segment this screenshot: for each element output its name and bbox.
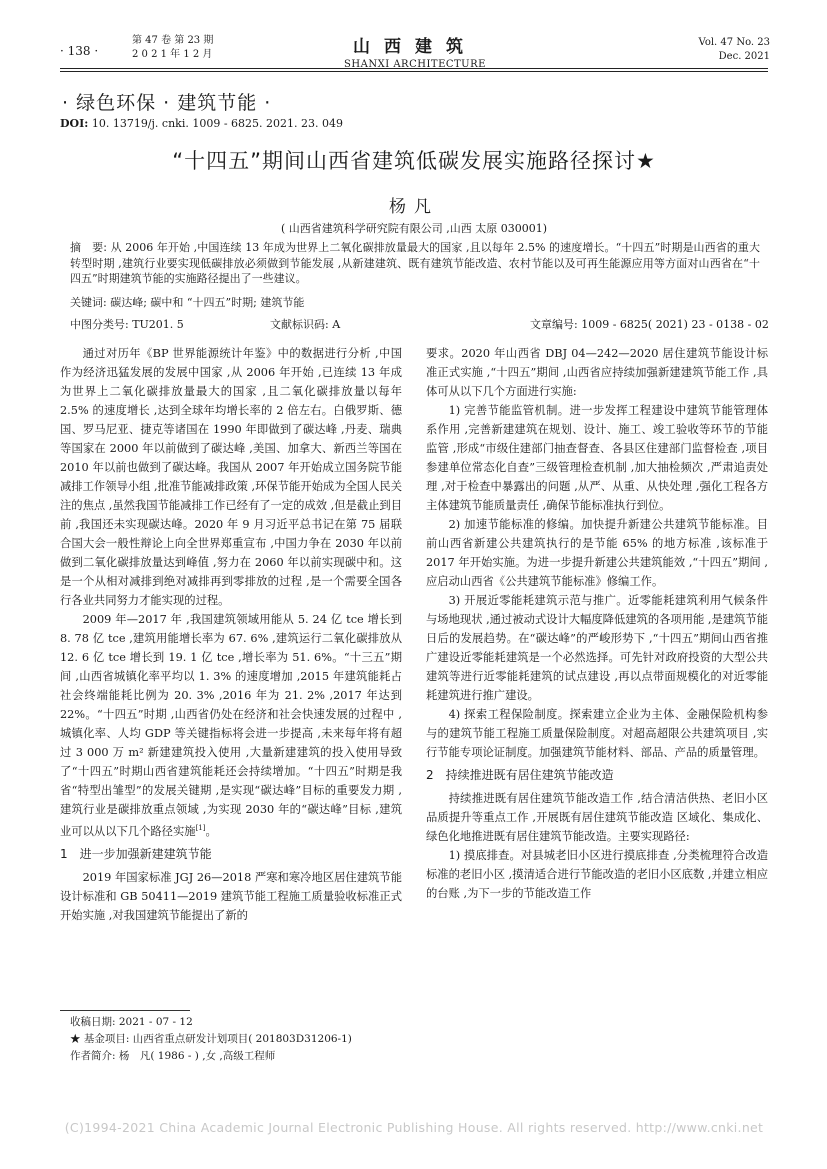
footnotes [70,1014,470,1065]
article-number: 文章编号: 1009 - 6825( 2021) 23 - 0138 - 02 [530,318,769,331]
footnote-rule [60,1010,190,1011]
class-number: 中图分类号: TU201. 5 [70,318,184,331]
journal-name-cn: 山西建筑 [353,37,477,57]
keywords-text: 碳达峰; 碳中和 “十四五”时期; 建筑节能 [110,296,305,309]
paragraph: 2019 年国家标准 JGJ 26—2018 严寒和寒冷地区居住建筑节能设计标准和 GB 50411—2019 建筑节能工程施工质量验收标准正式开始实施 ,对我国建筑节能提出了新的 [60,870,402,922]
doi-value[interactable]: 10. 13719/j. cnki. 1009 - 6825. 2021. 23. 049 [91,117,344,130]
abstract-text: 从 2006 年开始 ,中国连续 13 年成为世界上二氧化碳排放量最大的国家 ,且以每年 2.5% 的速度增长。“十四五”时期是山西省的重大转型时期 ,建筑行业要实现低碳排放必须做到节能发展 ,从新建建筑、既有建筑节能改造、农村节能以及可再生能源应用等方面对山西省在“十四五”时期建筑节能的实施路径提出了一些建议。 [70,241,760,285]
body-column-right [426,344,768,903]
paragraph: 持续推进既有居住建筑节能改造工作 ,结合清洁供热、老旧小区品质提升等重点工作 ,开展既有居住建筑节能改造 区域化、集成化、绿色化地推进既有居住建筑节能改造。主要实现路径: [426,792,768,843]
list-item: 1) 摸底排查。对县城老旧小区进行摸底排查 ,分类梳理符合改造标准的老旧小区 ,摸清适合进行节能改造的老旧小区底数 ,并建立相应的台账 ,为下一步的节能改造工作 [426,849,768,900]
copyright-watermark: (C)1994-2021 China Academic Journal Electronic Publishing House. All rights reserved. http://www.cnki.net [64,1120,764,1135]
paragraph: 通过对历年《BP 世界能源统计年鉴》中的数据进行分析 ,中国作为经济迅猛发展的发展中国家 ,从 2006 年开始 ,已连续 13 年成为世界上二氧化碳排放量最大的国家 ,且二氧化碳排放量以每年 2.5% 的速度增长 ,达到全球年均增长率的 2 倍左右。白俄罗斯、德国、罗马尼亚、捷克等诸国在 1990 年即做到了碳达峰 ,丹麦、瑞典等国家在 2000 年以前做到了碳达峰 ,美国、加拿大、新西兰等国在 2010 年以前也做到了碳达峰。我国从 2007 年开始成立国务院节能减排工作领导小组 ,批准节能减排政策 ,环保节能开始成为全国人民关注的焦点 ,虽然我国节能减排工作已经有了一定的成效 ,但是截止到目前 ,我国还未实现碳达峰。2020 年 9 月习近平总书记在第 75 届联合国大会一般性辩论上向全世界郑重宣布 ,中国力争在 2030 年以前做到二氧化碳排放量达到峰值 ,努力在 2060 年以前实现碳中和。这是一个从相对减排到绝对减排再到零排放的过程 ,是一个需要全国各行各业共同努力才能实现的过程。 [60,347,402,607]
fund-info: ★ 基金项目: 山西省重点研发计划项目( 201803D31206-1) [70,1033,352,1045]
section-tag: · 绿色环保 · 建筑节能 · [62,92,272,114]
section-heading: 1 进一步加强新建建筑节能 [60,846,212,861]
volume-line: 第 47 卷 第 23 期 [132,35,214,46]
paragraph [60,610,402,841]
date-en: Dec. 2021 [718,51,770,62]
paragraph-text: 2009 年—2017 年 ,我国建筑领域用能从 5. 24 亿 tce 增长到 8. 78 亿 tce ,建筑用能增长率为 67. 6% ,建筑运行二氧化碳排放从 12. 6 亿 tce 增长到 19. 1 亿 tce ,增长率为 51. 6%。“十三五”期间 ,山西省城镇化率平均以 1. 3% 的速度增加 ,2015 年建筑能耗占社会终端能耗比例为 20. 3% ,2016 年为 21. 2% ,2017 年达到 22%。“十四五”时期 ,山西省仍处在经济和社会快速发展的过程中 ,城镇化率、人均 GDP 等关键指标将会进一步提高 ,未来每年将有超过 3 000 万 m² 新建建筑投入使用 ,大量新建建筑的投入使用导致了“十四五”时期山西省建筑能耗还会持续增加。“十四五”时期是我省“特型出雏型”的发展关键期 ,是实现“碳达峰”目标的重要发力期 ,建筑行业是碳排放重点领域 ,为实现 2030 年的“碳达峰”目标 ,建筑业可以从以下几个路径实施 [60,613,402,838]
list-item: 3) 开展近零能耗建筑示范与推广。近零能耗建筑利用气候条件与场地现状 ,通过被动式设计大幅度降低建筑的各项用能 ,是建筑节能日后的发展趋势。在“碳达峰”的严峻形势下 ,“十四五”期间山西省推广建设近零能耗建筑是一个必然选择。可先针对政府投资的大型公共建筑等进行近零能耗建筑的试点建设 ,再以点带面规模化的对近零能耗建筑进行推广建设。 [426,594,768,702]
paragraph: 要求。2020 年山西省 DBJ 04—242—2020 居住建筑节能设计标准正式实施 ,“十四五”期间 ,山西省应持续加强新建建筑节能工作 ,具体可从以下几个方面进行实施: [426,347,768,398]
paragraph-end: 。 [205,824,217,838]
classification-line [70,316,769,332]
volume-issue-en [650,36,770,64]
list-item: 2) 加速节能标准的修编。加快提升新建公共建筑节能标准。目前山西省新建公共建筑执行的是节能 65% 的地方标准 ,该标准于 2017 年开始实施。为进一步提升新建公共建筑能效 ,“十四五”期间 ,应启动山西省《公共建筑节能标准》修编工作。 [426,518,768,588]
page-number: · 138 · [60,44,99,58]
citation-ref[interactable]: [1] [195,824,206,832]
header-rule-thin [60,71,768,72]
abstract [70,240,760,287]
affiliation: ( 山西省建筑科学研究院有限公司 ,山西 太原 030001) [280,222,548,235]
journal-name-en: SHANXI ARCHITECTURE [344,59,486,70]
abstract-label: 摘 要: [70,241,107,254]
date-line: 2 0 2 1 年 1 2 月 [132,49,213,60]
article-title: “十四五”期间山西省建筑低碳发展实施路径探讨★ [172,149,656,173]
doi-label: DOI: [60,117,89,130]
doi [60,117,343,130]
section-heading: 2 持续推进既有居住建筑节能改造 [426,768,614,782]
keywords-label: 关键词: [70,296,107,309]
keywords [70,294,760,310]
author-bio: 作者简介: 杨 凡( 1986 - ) ,女 ,高级工程师 [70,1050,276,1062]
list-item: 1) 完善节能监管机制。进一步发挥工程建设中建筑节能管理体系作用 ,完善新建建筑在规划、设计、施工、竣工验收等环节的节能监管 ,形成“市级住建部门抽查督查、各县区住建部门监督检查 ,项目参建单位常态化自查”三级管理检查机制 ,加大抽检频次 ,严肃追责处理 ,对于检查中暴露出的问题 ,从严、从重、从快处理 ,强化工程各方主体建筑节能质量责任 ,确保节能标准执行到位。 [426,404,768,512]
list-item: 4) 探索工程保险制度。探索建立企业为主体、金融保险机构参与的建筑节能工程施工质量保险制度。对超高超限公共建筑项目 ,实行节能专项论证制度。加强建筑节能材料、部品、产品的质量管理。 [426,708,768,759]
received-date: 收稿日期: 2021 - 07 - 12 [70,1016,193,1028]
document-code: 文献标识码: A [270,318,341,331]
body-column-left [60,344,402,925]
author-name: 杨凡 [389,197,439,217]
journal-name [300,32,530,70]
header-rule [60,68,768,69]
volume-issue [132,34,213,62]
vol-en: Vol. 47 No. 23 [698,37,770,48]
